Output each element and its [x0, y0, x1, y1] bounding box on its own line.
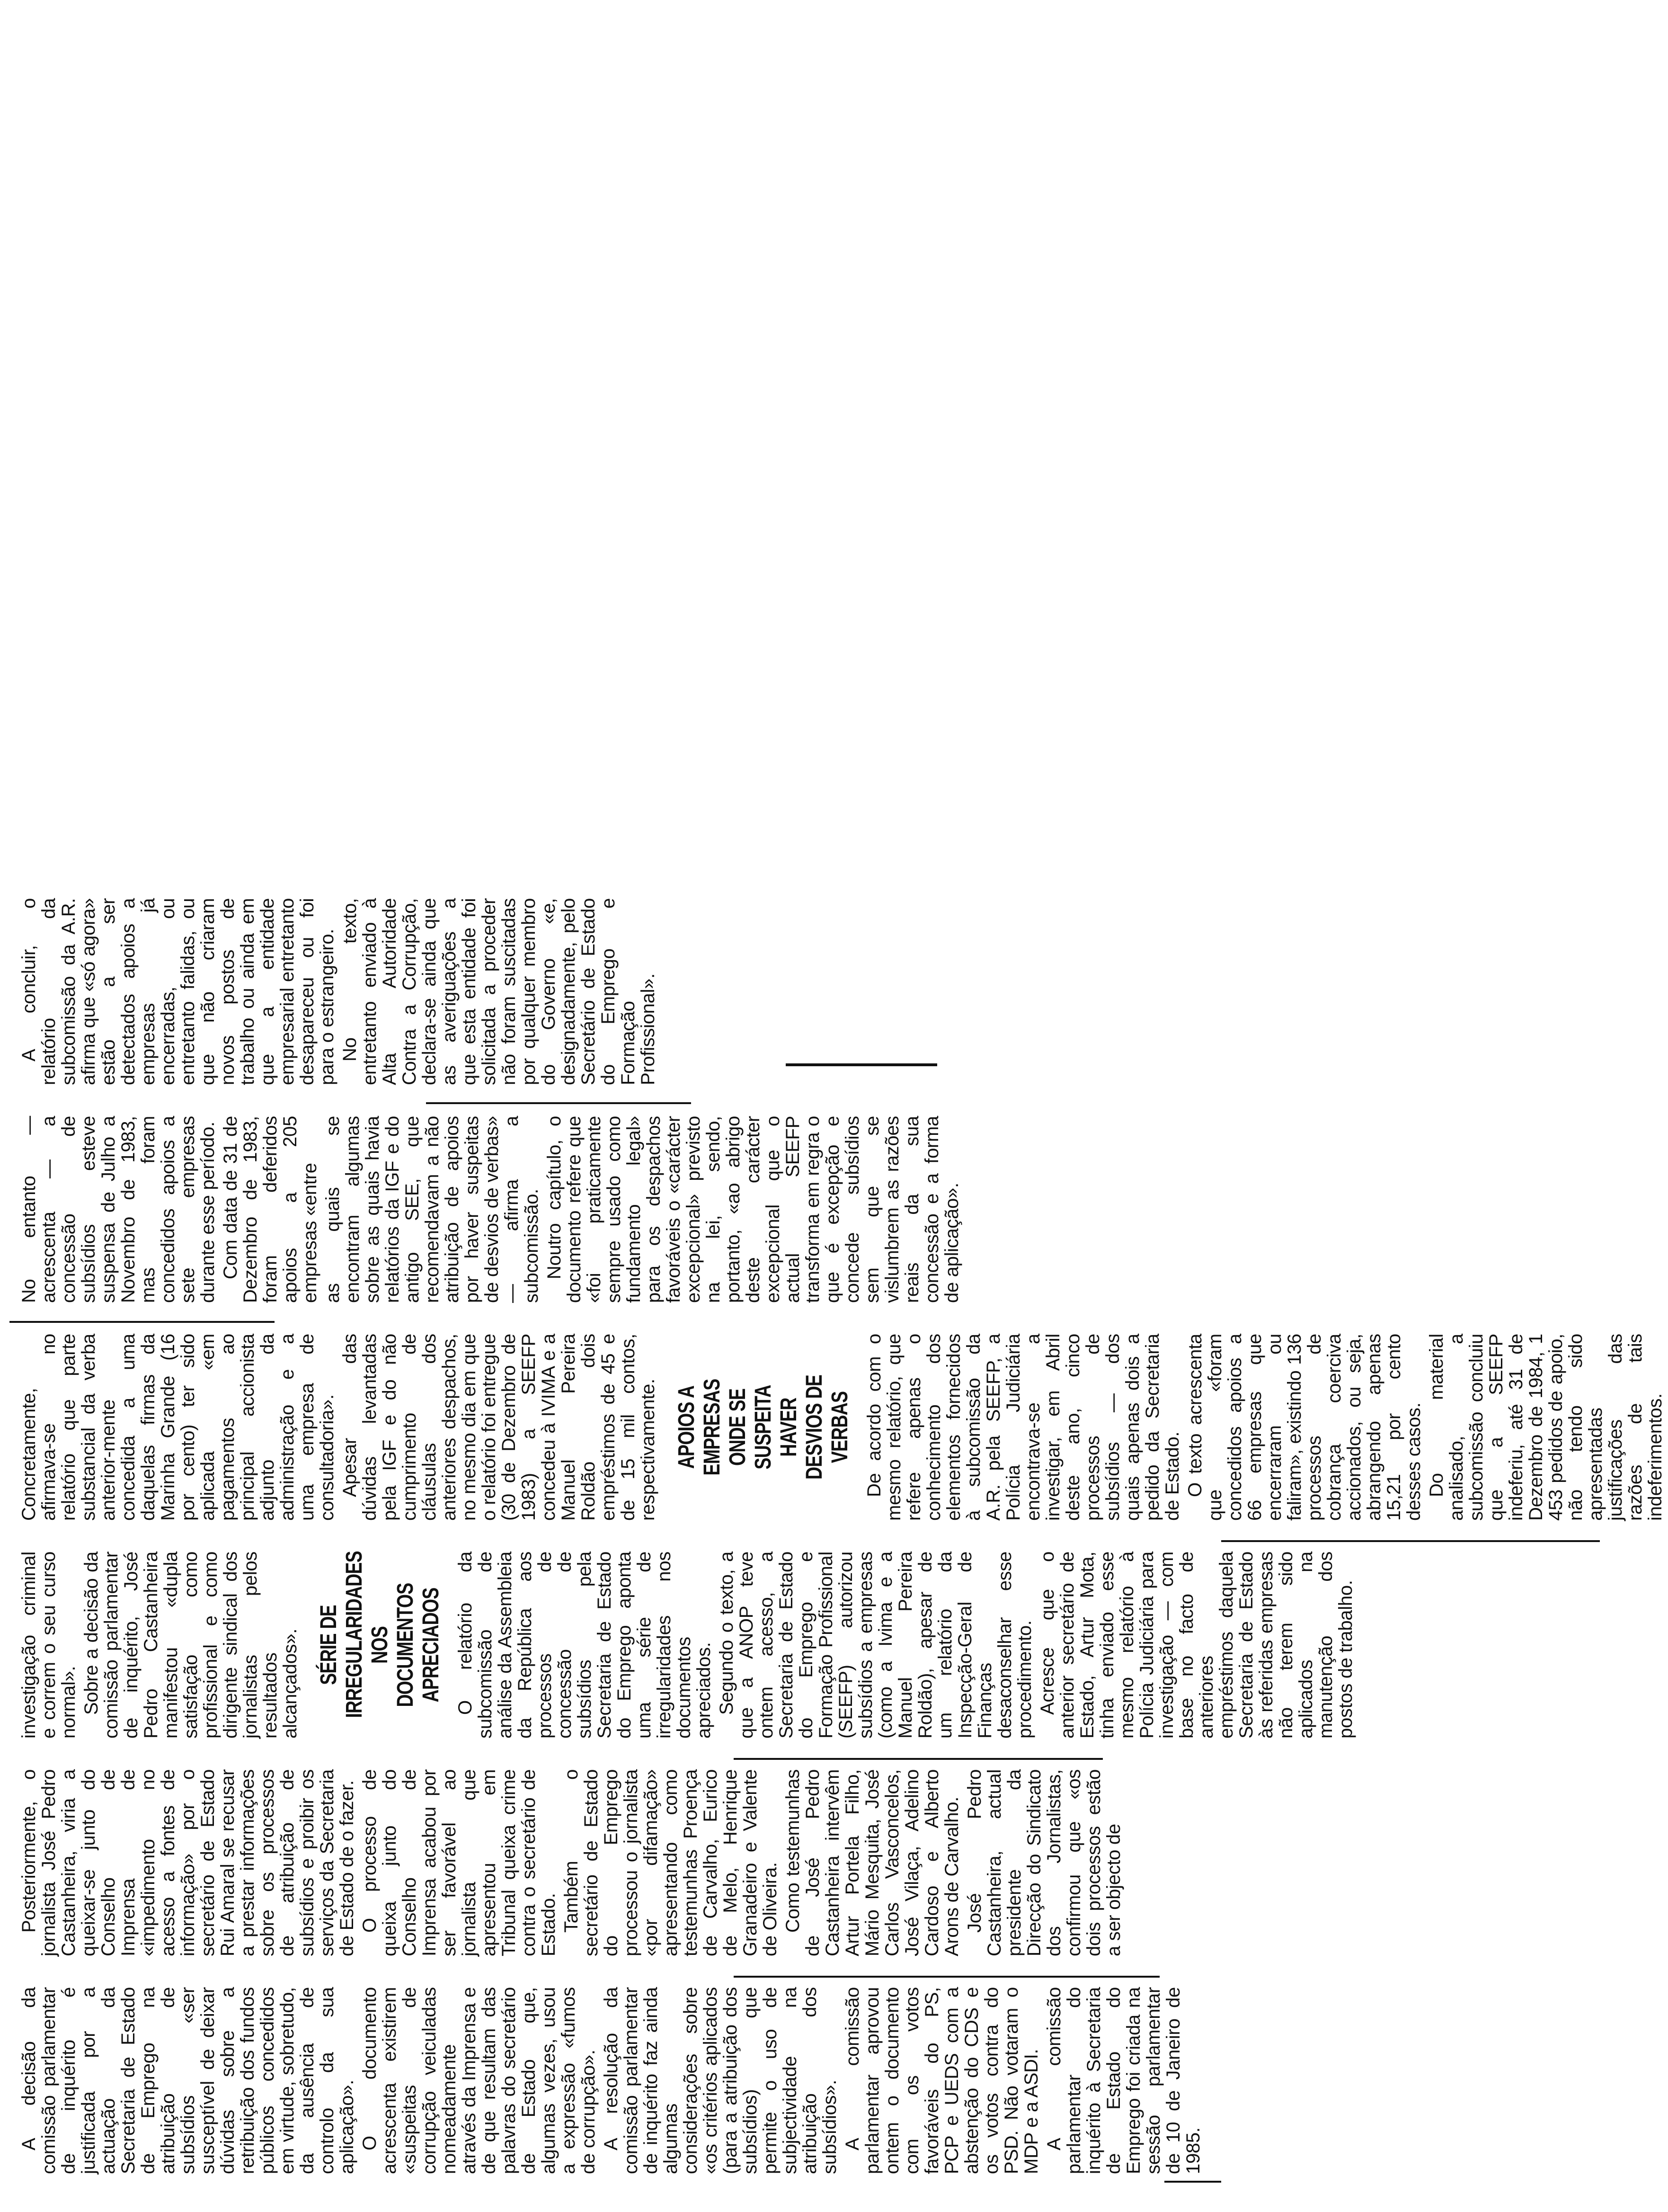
paragraph: as quais se encontram algumas sobre as quais havia relatórios da IGF e do antigo SEE, que recomendavam a não atribuição de apoios por haver suspeitas de desvios de verbas» — afirma a subcomissão. [322, 1116, 542, 1303]
column-1 [19, 1987, 1206, 2174]
column-5 [19, 1116, 965, 1303]
section-heading: SÉRIE DE IRREGULARIDADES NOS DOCUMENTOS APRECIADOS [316, 1551, 444, 1718]
paragraph: Com data de 31 de Dezembro de 1983, foram deferidos apoios a 205 empresas «entre [220, 1116, 320, 1303]
paragraph: A decisão da comissão parlamentar de inquérito é justificada por a actuação da Secretaria de Estado de Emprego na atribuição de subsídios «ser susceptível de deixar dúvidas sobre a retribuição dos fundos públicos concedidos em virtude, sobretudo, da ausência de controlo da sua aplicação». [18, 1987, 357, 2174]
section-heading: APOIOS A EMPRESAS ONDE SE SUSPEITA HAVER DESVIOS DE VERBAS [674, 1374, 852, 1480]
column-rule [9, 1321, 275, 1323]
paragraph: A comissão parlamentar aprovou ontem o documento com os votos favoráveis do PS, PCP e UEDS com a abstenção do CDS e os votos contra do PSD. Não votaram o MDP e a ASDI. [842, 1987, 1042, 2174]
column-rule [734, 1976, 1160, 1978]
paragraph: O relatório da subcomissão de análise da Assembleia da República aos processos de concessão de subsídios pela Secretaria de Estado do Emprego aponta uma série de irregularidades nos documentos apreciados. [455, 1552, 714, 1739]
paragraph: O documento acrescenta existirem «suspeitas de corrupção veiculadas nomeadamente através da Imprensa e de que resultam das palavras do secretário de Estado que, algumas vezes, usou a expressão «fumos de corrupção». [359, 1987, 599, 2174]
paragraph: No texto, entretanto enviado à Alta Autoridade Contra a Corrupção, declara-se ainda que as averiguações a que esta entidade foi solicitada a proceder não foram suscitadas por qualquer membro do Governo «e, designadamente, pelo Secretário de Estado do Emprego e Formação Profissional». [339, 898, 658, 1085]
column-4 [19, 1334, 1668, 1521]
column-rule [734, 1758, 1103, 1760]
paragraph: De acordo com o mesmo relatório, que refere apenas o conhecimento dos elementos fornecidos à subcomissão da A.R. pela SEEFP, a Polícia Judiciária encontrava-se a investigar, em Abril deste ano, cinco processos de subsídios — dos quais apenas dois a pedido da Secretaria de Estado. [864, 1334, 1183, 1521]
paragraph: Como testemunhas de José Pedro Castanheira intervêm Artur Portela Filho, Mário Mesquita, José Carlos Vasconcelos, José Vilaça, Adelino Cardoso e Alberto Arons de Carvalho. [782, 1769, 962, 1956]
column-rule [426, 1102, 691, 1104]
paragraph: A concluir, o relatório da subcomissão da A.R. afirma que «só agora» estão a ser detectados apoios a empresas já encerradas, ou entretanto falidas, ou que não criaram novos postos de trabalho ou ainda em que a entidade empresarial entretanto desapareceu ou foi para o estrangeiro. [18, 898, 337, 1085]
paragraph: Também o secretário de Estado do Emprego processou o jornalista «por difamação» apresentando como testemunhas Proença de Carvalho, Eurico de Melo, Henrique Granadeiro e Valente de Oliveira. [561, 1769, 781, 1956]
paragraph: No entanto — acrescenta — a concessão de subsídios esteve suspensa de Julho a Novembro de 1983, mas foram concedidos apoios a sete empresas durante esse período. [18, 1116, 218, 1303]
paragraph: Apesar das dúvidas levantadas pela IGF e do não cumprimento de cláusulas dos anteriores despachos, no mesmo dia em que o relatório foi entregue (30 de Dezembro de 1983) a SEEFP concedeu à IVIMA e a Manuel Pereira Roldão dois empréstimos de 45 e de 15 mil contos, respectivamente. [339, 1334, 658, 1521]
column-3 [19, 1552, 1358, 1739]
paragraph: O processo de queixa junto do Conselho de Imprensa acabou por ser favorável ao jornalista que apresentou em Tribunal queixa crime contra o secretário de Estado. [359, 1769, 559, 1956]
paragraph: Do material analisado, a subcomissão concluiu que a SEEFP indeferiu, até 31 de Dezembro de 1984, 1 453 pedidos de apoio, não tendo sido apresentadas justificações das razões de tais indeferimentos. [1426, 1334, 1666, 1521]
paragraph: Sobre a decisão da comissão parlamentar de inquérito, José Pedro Castanheira manifestou «dupla satisfação como profissional e como dirigente sindical dos jornalistas pelos resultados alcançados». [81, 1552, 301, 1739]
column-rule [1221, 1540, 1600, 1542]
paragraph: Posteriormente, o jornalista José Pedro Castanheira, viria a queixar-se junto do Conselho de Imprensa de «impedimento no acesso a fontes de informação» por o secretário de Estado Rui Amaral se recusar a prestar informações sobre os processos de atribuição de subsídios e proibir os serviços da Secretaria de Estado de o fazer. [18, 1769, 357, 1956]
column-2 [19, 1769, 1127, 1956]
paragraph: José Pedro Castanheira, actual presidente da Direcção do Sindicato dos Jornalistas, confirmou que «os dois processos estão a ser objecto de [964, 1769, 1124, 1956]
paragraph: O texto acrescenta que «foram concedidos apoios a 66 empresas que encerraram ou faliram», existindo 136 processos de cobrança coerciva accionados, ou seja, abrangendo apenas 15,21 por cento desses casos. [1185, 1334, 1424, 1521]
column-6 [19, 898, 661, 1085]
paragraph: investigação criminal e correm o seu curso normal». [18, 1552, 79, 1739]
paragraph: A resolução da comissão parlamentar de inquérito faz ainda algumas considerações sobre «os critérios aplicados (para a atribuição dos subsídios) que permite o uso de subjectividade na atribuição dos subsídios». [601, 1987, 840, 2174]
corner-rule [1164, 2181, 1221, 2183]
paragraph: Acresce que o anterior secretário de Estado, Artur Mota, tinha enviado esse mesmo relatório à Polícia Judiciária para investigação — com base no facto de anteriores empréstimos daquela Secretaria de Estado às referidas empresas não terem sido aplicados na manutenção dos postos de trabalho. [1037, 1552, 1356, 1739]
paragraph: Noutro capítulo, o documento refere que «foi praticamente sempre usado como fundamento legal» para os despachos favoráveis o «carácter excepcional» previsto na lei, sendo, portanto, «ao abrigo deste carácter excepcional que o actual SEEFP transforma em regra o que é excepção e concede subsídios sem que se vislumbrem as razões reais da sua concessão e a forma de aplicação». [544, 1116, 962, 1303]
column-rule [786, 1063, 937, 1066]
paragraph: Segundo o texto, a que a ANOP teve ontem acesso, a Secretaria de Estado do Emprego e Formação Profissional (SEEFP) autorizou subsídios a empresas (como a Ivima e a Manuel Pereira Roldão), apesar de um relatório da Inspecção-Geral de Finanças desaconselhar esse procedimento. [716, 1552, 1035, 1739]
paragraph: Concretamente, afirmava-se no relatório que parte substancial da verba anterior-mente concedida a uma daquelas firmas da Marinha Grande (16 por cento) ter sido aplicada «em pagamentos ao principal accionista adjunto da administração e a uma empresa de consultadoria». [18, 1334, 337, 1521]
paragraph: A comissão parlamentar do inquérito à Secretaria de Estado do Emprego foi criada na sessão parlamentar de 10 de Janeiro de 1985. [1044, 1987, 1204, 2174]
